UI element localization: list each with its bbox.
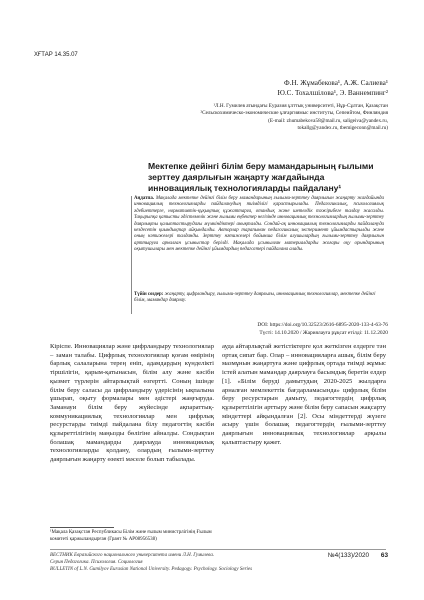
received-dates: Түсті: 14.10.2020 / Жариялауға рұқсат етілді: 11.12.2020 <box>259 330 388 336</box>
doi-link[interactable]: DOI: https://doi.org/10.32523/2616-6895-2020-133-4-63-76 <box>257 322 388 328</box>
author-line-1: Ф.Н. Жұмабекова¹, А.Ж. Салиева¹ <box>283 79 388 87</box>
footnote: ¹Мақала Қазақстан Республикасы Білім және ғылым министрлігінің Ғылым комитеті қаржыландырған (Грант № AP08956538) <box>50 530 212 542</box>
abstract-block <box>131 196 386 314</box>
journal-name-line-1: ВЕСТНИК Евразийского национального университета имени Л.Н. Гумилева. <box>50 553 215 558</box>
affiliation-line-1: ¹Л.Н. Гумилев атындағы Еуразия ұлттық университеті, Нұр-Сұлтан, Қазақстан <box>213 103 388 109</box>
affiliation-email-2: tokallg@yandex.ru, tbemigeconn@mail.ru) <box>297 125 388 132</box>
article-code: ХҒТАР 14.35.07 <box>34 52 78 58</box>
keywords-paragraph <box>134 292 384 305</box>
keywords-text: жаңарту, цифрландыру, ғылыми-зерттеу даярлығы, инновациялық технологиялар, мектепке дейінгі білім, мамандар даярлау. <box>134 292 376 304</box>
article-title: Мектепке дейінгі білім беру мамандарының ғылыми зерттеу даярлығын жаңарту жағдайында инновациялық технологияларды пайдалану¹ <box>148 161 374 193</box>
journal-name-line-2: Серия Педагогика. Психология. Социология <box>50 560 143 565</box>
footnote-divider <box>50 527 114 528</box>
abstract-divider <box>131 196 132 314</box>
author-list <box>277 78 388 98</box>
abstract-paragraph <box>134 196 384 254</box>
issue-and-page <box>328 552 388 559</box>
affiliations <box>128 103 388 133</box>
affiliation-email-1: (E-mail: zhumabekova58@mail.ru, saligeiva@yandex.ru, <box>268 117 388 124</box>
keywords-label: Түйін сөздер: <box>134 292 164 297</box>
body-column-left: Кіріспе. Инновациялар және цифрландыру технологиялар – заман талабы. Цифрлық технологиялар қоғам өмірінің барлық салаларына терең еніп, адамдардың күнделікті тіршілігін, қарым-қатынасын, білім алу және кәсіби қызмет түрлерін айтарлықтай өзгертті. Соның ішінде білім беру саласы да цифрландыру үдерісінің ықпалына ұшырап, оқыту формалары мен әдістері жаңғыруда. Заманауи білім беру жүйесінде ақпараттық-коммуникациялық технологиялар мен цифрлық ресурстарды тиімді пайдалана білу педагогтің кәсіби құзыреттілігінің маңызды бөлігіне айналды. Сондықтан болашақ мамандарды даярлауда инновациялық технологияларды қолдану, олардың ғылыми-зерттеу даярлығын жаңарту өзекті мәселе болып табылады. <box>50 343 214 464</box>
issue-number: №4(133)/2020 <box>327 552 370 559</box>
journal-name <box>50 552 320 573</box>
abstract-text: Мақалада мектепке дейінгі білім беру мамандарының ғылыми-зерттеу даярлығын жаңарту жағдайында инновациялық технологияларды пайдаланудың тиімділігі қарастырылады. Педагогикалық, психологиялық әдебиеттерге, нормативтік-құқықтық құжаттарға, отандық және шетелдік тәжірибеге талдау жасалды. Тақырыпқа қатысты әдістемелік және ғылыми еңбектер негізінде инновациялық технологиялардың ғылыми-зерттеу даярлықты қалыптастырудағы мүмкіндіктері анықталды. Сондай-ақ инновациялық технологияларды пайдалануда кездесетін қиындықтар айқындалды. Авторлар тарапынан педагогикалық эксперимент ұйымдастырылды және оның нәтижелері талданды. Зерттеу нәтижелері бойынша білім алушылардың ғылыми-зерттеу даярлығын арттыруға арналған ұсыныстар берілді. Мақалада ұсынылған материалдарды жоғары оқу орындарының оқытушылары мен мектепке дейінгі ұйымдардың педагогтері пайдалана алады. <box>134 196 384 253</box>
body-column-right: ауда айтарлықтай жетістіктерге қол жеткізген елдерге тән ортақ сипат бар. Олар – инновацияларға ашық, білім беру мазмұнын жаңартуға және цифрлық ортада тиімді жұмыс істей алатын мамандар даярлауға басымдық беретін елдер [1]. «Білім беруді дамытудың 2020-2025 жылдарға арналған мемлекеттік бағдарламасында» цифрлық білім беру ресурстарын дамыту, педагогтердің цифрлық құзыреттілігін арттыру және білім беру сапасын жақсарту міндеттері айқындалған [2]. Осы міндеттерді жүзеге асыру үшін болашақ педагогтердің ғылыми-зерттеу даярлығын инновациялық технологиялар арқылы қалыптастыру қажет. <box>222 343 386 446</box>
doi-block <box>257 321 388 337</box>
journal-name-line-3: BULLETIN of L.N. Gumilyov Eurasian National University. Pedagogy. Psychology. Sociology Series <box>50 567 253 572</box>
footer-divider <box>50 549 386 550</box>
author-line-2: Ю.С. Тохалшілова¹, Э. Ваннемпинг² <box>277 89 388 97</box>
page-number: 63 <box>380 552 388 559</box>
affiliation-line-2: ²Сельскохимическо-экономические ұлғаргиямыс институты, Сепеийтом, Финляндия <box>200 110 388 117</box>
abstract-label: Аңдатпа. <box>134 196 155 201</box>
